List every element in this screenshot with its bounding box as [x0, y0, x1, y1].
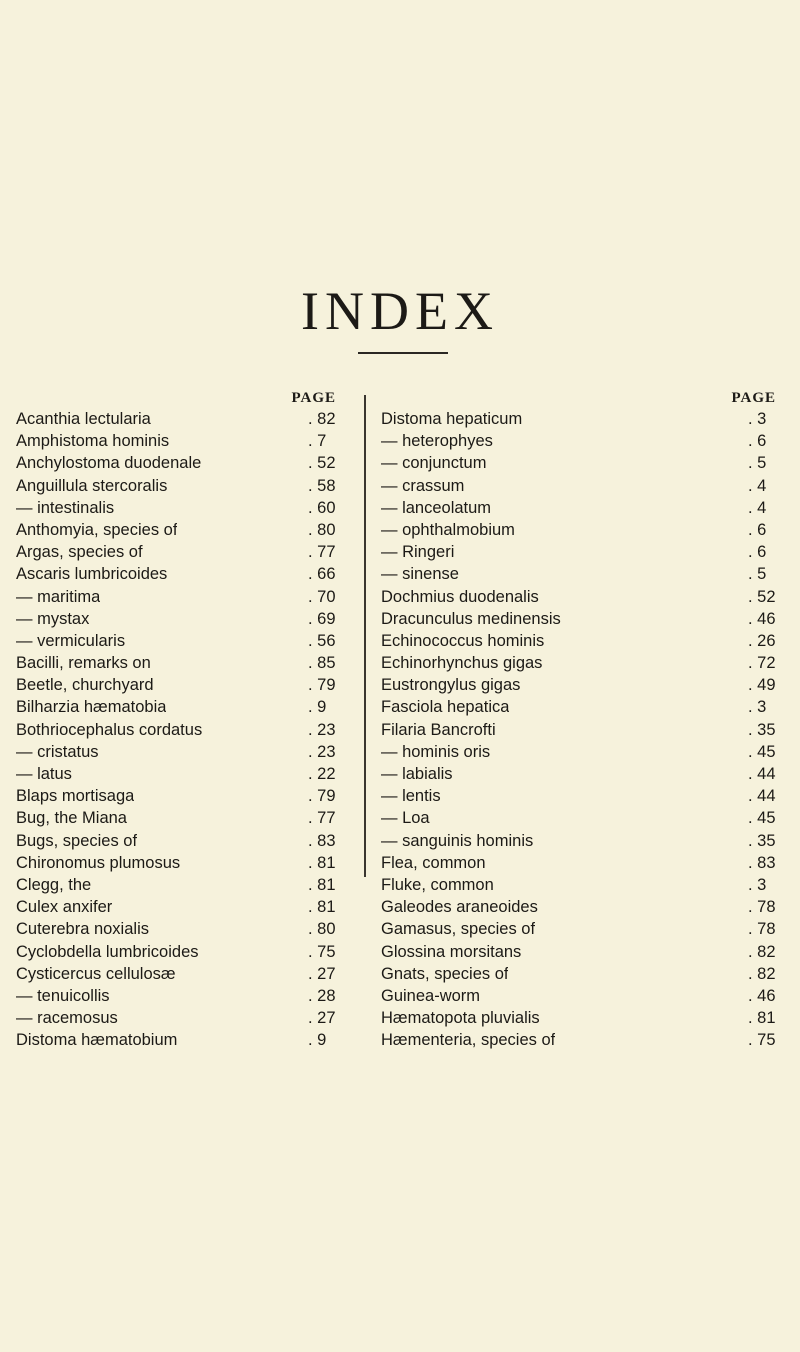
index-term: — tenuicollis [16, 986, 110, 1005]
page-number: . 5 [748, 563, 796, 585]
index-entry [381, 985, 796, 1007]
column-divider [364, 395, 366, 877]
index-entry [381, 719, 796, 741]
index-entry [381, 874, 796, 896]
index-entry [381, 785, 796, 807]
page-number: . 6 [748, 430, 796, 452]
index-term: Argas, species of [16, 543, 143, 562]
index-term: Bug, the Miana [16, 809, 127, 828]
index-term: Bothriocephalus cordatus [16, 720, 203, 739]
index-term: — ophthalmobium [381, 520, 515, 539]
page-number: . 3 [748, 408, 796, 430]
page-number: . 49 [748, 674, 796, 696]
page-number: . 69 [308, 608, 356, 630]
page-number: . 83 [308, 830, 356, 852]
page-number: . 23 [308, 741, 356, 763]
index-term: — maritima [16, 587, 101, 606]
index-entry [16, 941, 356, 963]
index-entry [381, 452, 796, 474]
page-number: . 28 [308, 985, 356, 1007]
page-number: . 82 [748, 941, 796, 963]
page-number: . 52 [308, 452, 356, 474]
index-column-left [16, 388, 356, 1051]
index-term: Eustrongylus gigas [381, 676, 521, 695]
index-column-right [381, 388, 796, 1051]
index-entry [16, 719, 356, 741]
page-number: . 46 [748, 608, 796, 630]
page-number: . 80 [308, 918, 356, 940]
index-entry [16, 763, 356, 785]
index-term: Cuterebra noxialis [16, 920, 149, 939]
index-term: Dracunculus medinensis [381, 609, 561, 628]
index-term: Amphistoma hominis [16, 432, 170, 451]
index-term: Glossina morsitans [381, 942, 522, 961]
index-term: — labialis [381, 765, 453, 783]
page-number: . 4 [748, 475, 796, 497]
index-term: — hominis oris [381, 742, 491, 761]
index-term: — intestinalis [16, 498, 115, 517]
index-term: — cristatus [16, 742, 99, 761]
page-number: . 81 [308, 896, 356, 918]
index-entry [16, 807, 356, 829]
page-number: . 52 [748, 586, 796, 608]
index-term: Gamasus, species of [381, 920, 536, 939]
index-entry [16, 630, 356, 652]
title-rule [358, 352, 448, 354]
page-number: . 27 [308, 1007, 356, 1029]
page-number: . 3 [748, 874, 796, 896]
index-term: Clegg, the [16, 875, 92, 894]
page-number: . 58 [308, 475, 356, 497]
index-entry [381, 563, 796, 585]
index-entry [16, 408, 356, 430]
index-entry [381, 763, 796, 785]
index-entry [16, 430, 356, 452]
index-term: Beetle, churchyard [16, 676, 154, 695]
index-entry [16, 475, 356, 497]
index-term: Bugs, species of [16, 831, 138, 850]
index-term: Echinococcus hominis [381, 631, 545, 650]
index-term: — sanguinis hominis [381, 831, 534, 850]
index-entry [16, 852, 356, 874]
page-number: . 5 [748, 452, 796, 474]
page-number: . 83 [748, 852, 796, 874]
index-entry [381, 652, 796, 674]
index-term: — heterophyes [381, 432, 493, 451]
page-number: . 9 [308, 1029, 356, 1051]
index-term: — vermicularis [16, 631, 126, 650]
index-term: — Loa [381, 809, 430, 828]
index-term: Dochmius duodenalis [381, 587, 539, 606]
page-number: . 44 [748, 785, 796, 807]
index-term: Anchylostoma duodenale [16, 454, 202, 473]
index-entry [16, 563, 356, 585]
index-term: Distoma hæmatobium [16, 1031, 178, 1050]
page-number: . 75 [308, 941, 356, 963]
index-entry [16, 674, 356, 696]
index-entry [381, 630, 796, 652]
page-number: . 80 [308, 519, 356, 541]
page-number: . 78 [748, 918, 796, 940]
page-number: . 6 [748, 541, 796, 563]
page-number: . 45 [748, 807, 796, 829]
page-number: . 82 [748, 963, 796, 985]
page-number: . 22 [308, 763, 356, 785]
index-term: — lentis [381, 787, 441, 806]
index-entry [381, 830, 796, 852]
page-number: . 60 [308, 497, 356, 519]
page-number: . 7 [308, 430, 356, 452]
index-term: Guinea-worm [381, 986, 481, 1005]
index-entry [16, 896, 356, 918]
index-entry [381, 963, 796, 985]
index-entry [16, 608, 356, 630]
index-entry [16, 874, 356, 896]
page-number: . 4 [748, 497, 796, 519]
index-entry [381, 408, 796, 430]
index-entry [381, 896, 796, 918]
page-number: . 82 [308, 408, 356, 430]
page-number: . 79 [308, 785, 356, 807]
index-entry [381, 1029, 796, 1051]
index-entry [16, 586, 356, 608]
index-entry [16, 652, 356, 674]
page-number: . 81 [748, 1007, 796, 1029]
index-entry [381, 608, 796, 630]
index-entry [16, 452, 356, 474]
page-column-header: PAGE [291, 390, 336, 406]
page-number: . 78 [748, 896, 796, 918]
index-term: Flea, common [381, 853, 486, 872]
index-entry [381, 941, 796, 963]
index-entry [381, 475, 796, 497]
page-number: . 45 [748, 741, 796, 763]
index-term: Echinorhynchus gigas [381, 654, 543, 673]
index-entry [16, 985, 356, 1007]
page-number: . 77 [308, 807, 356, 829]
index-entry [16, 497, 356, 519]
page-number: . 44 [748, 763, 796, 785]
index-term: Galeodes araneoides [381, 898, 538, 917]
page-number: . 70 [308, 586, 356, 608]
index-entry [381, 674, 796, 696]
index-entry [381, 918, 796, 940]
page-number: . 3 [748, 696, 796, 718]
index-term: — Ringeri [381, 543, 455, 562]
index-entry [16, 963, 356, 985]
index-term: — conjunctum [381, 454, 487, 473]
index-entry [16, 830, 356, 852]
index-entry [381, 852, 796, 874]
index-entry [381, 741, 796, 763]
index-entry [381, 586, 796, 608]
page-number: . 66 [308, 563, 356, 585]
page-number: . 79 [308, 674, 356, 696]
index-term: Bacilli, remarks on [16, 654, 151, 673]
page-title: INDEX [301, 281, 499, 341]
index-term: Ascaris lumbricoides [16, 565, 168, 584]
index-entry [381, 696, 796, 718]
page-number: . 77 [308, 541, 356, 563]
page-number: . 85 [308, 652, 356, 674]
index-term: Anthomyia, species of [16, 520, 178, 539]
index-term: Acanthia lectularia [16, 410, 151, 428]
page-number: . 9 [308, 696, 356, 718]
index-term: Blaps mortisaga [16, 787, 135, 806]
index-entry [381, 1007, 796, 1029]
page-number: . 6 [748, 519, 796, 541]
index-entry [16, 1029, 356, 1051]
index-term: — lanceolatum [381, 498, 492, 517]
index-entry-list [381, 408, 796, 1051]
index-term: — mystax [16, 609, 90, 628]
index-term: Fasciola hepatica [381, 698, 510, 717]
index-term: Chironomus plumosus [16, 853, 181, 872]
index-term: Hæmatopota pluvialis [381, 1009, 540, 1028]
index-term: Filaria Bancrofti [381, 720, 496, 739]
index-entry [16, 696, 356, 718]
index-entry [381, 497, 796, 519]
index-term: Bilharzia hæmatobia [16, 698, 167, 717]
index-term: Hæmenteria, species of [381, 1031, 556, 1050]
page-number: . 26 [748, 630, 796, 652]
index-term: Gnats, species of [381, 964, 509, 983]
index-term: — latus [16, 765, 72, 783]
index-term: Anguillula stercoralis [16, 476, 168, 495]
index-term: Culex anxifer [16, 898, 113, 917]
page-number: . 35 [748, 830, 796, 852]
index-entry [16, 1007, 356, 1029]
page-number: . 81 [308, 852, 356, 874]
index-entry [381, 430, 796, 452]
page-number: . 56 [308, 630, 356, 652]
page-number: . 23 [308, 719, 356, 741]
index-entry [16, 918, 356, 940]
index-entry [381, 541, 796, 563]
page-number: . 75 [748, 1029, 796, 1051]
index-entry [381, 807, 796, 829]
index-entry [16, 741, 356, 763]
page-number: . 27 [308, 963, 356, 985]
page-number: . 46 [748, 985, 796, 1007]
page-number: . 72 [748, 652, 796, 674]
index-entry [16, 785, 356, 807]
index-entry [381, 519, 796, 541]
index-term: Distoma hepaticum [381, 410, 523, 428]
page-number: . 81 [308, 874, 356, 896]
index-term: — sinense [381, 565, 459, 584]
index-term: Fluke, common [381, 875, 494, 894]
page-number: . 35 [748, 719, 796, 741]
page-column-header: PAGE [731, 390, 776, 406]
index-entry [16, 541, 356, 563]
index-term: Cyclobdella lumbricoides [16, 942, 199, 961]
index-entry [16, 519, 356, 541]
index-term: Cysticercus cellulosæ [16, 964, 176, 983]
index-term: — crassum [381, 476, 465, 495]
index-entry-list [16, 408, 356, 1051]
index-term: — racemosus [16, 1009, 118, 1028]
